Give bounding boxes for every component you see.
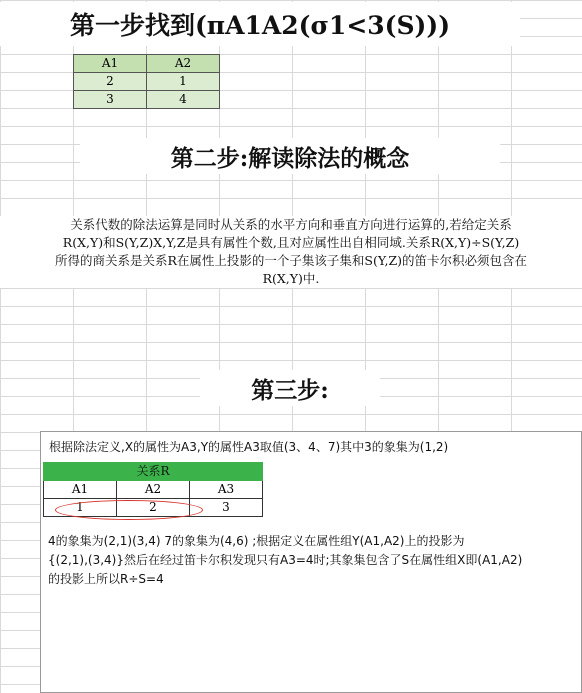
table-cell: 3 (190, 499, 263, 517)
highlight-ellipse (55, 500, 203, 520)
table-header-cell: A1 (44, 481, 117, 499)
table-cell: 2 (117, 499, 190, 517)
table-cell: 2 (74, 73, 147, 91)
table-cell: 1 (44, 499, 117, 517)
table-header-cell: A2 (147, 55, 220, 73)
step2-title: 第二步:解读除法的概念 (80, 138, 500, 174)
paragraph-line: 关系代数的除法运算是同时从关系的水平方向和垂直方向进行运算的,若给定关系 (70, 217, 512, 232)
step3-title: 第三步: (200, 370, 380, 406)
step1-table (73, 54, 220, 109)
table-row (74, 91, 220, 109)
division-definition-paragraph (0, 216, 582, 288)
relation-title: 关系R (44, 463, 263, 481)
table-cell: 3 (74, 91, 147, 109)
paragraph-line: R(X,Y)中. (262, 271, 320, 286)
table-header-cell: A3 (190, 481, 263, 499)
explanation-line: 4的象集为(2,1)(3,4) 7的象集为(4,6) ;根据定义在属性组Y(A1,A2)上的投影为 (48, 534, 465, 548)
relation-title-row (44, 463, 263, 481)
table-header-row (74, 55, 220, 73)
explanation-line: {(2,1),(3,4)}然后在经过笛卡尔积发现只有A3=4时;其象集包含了S在属性组X即(A1,A2) (48, 553, 523, 567)
step3-intro-text: 根据除法定义,X的属性为A3,Y的属性A3取值(3、4、7)其中3的象集为(1,2) (49, 440, 449, 454)
table-row (74, 73, 220, 91)
table-header-cell: A1 (74, 55, 147, 73)
explanation-line: 的投影上所以R÷S=4 (48, 572, 164, 586)
step3-explanation-box (40, 431, 582, 693)
table-header-row (44, 481, 263, 499)
table-cell: 4 (147, 91, 220, 109)
step1-title: 第一步找到(πA1A2(σ1<3(S))) (0, 2, 520, 46)
paragraph-line: 所得的商关系是关系R在属性上投影的一个子集该子集和S(Y,Z)的笛卡尔积必须包含在 (54, 253, 528, 268)
table-cell: 1 (147, 73, 220, 91)
step3-explanation-text (48, 532, 578, 589)
table-header-cell: A2 (117, 481, 190, 499)
paragraph-line: R(X,Y)和S(Y,Z)X,Y,Z是具有属性个数,且对应属性出自相同域.关系R(X,Y)÷S(Y,Z) (62, 235, 520, 250)
